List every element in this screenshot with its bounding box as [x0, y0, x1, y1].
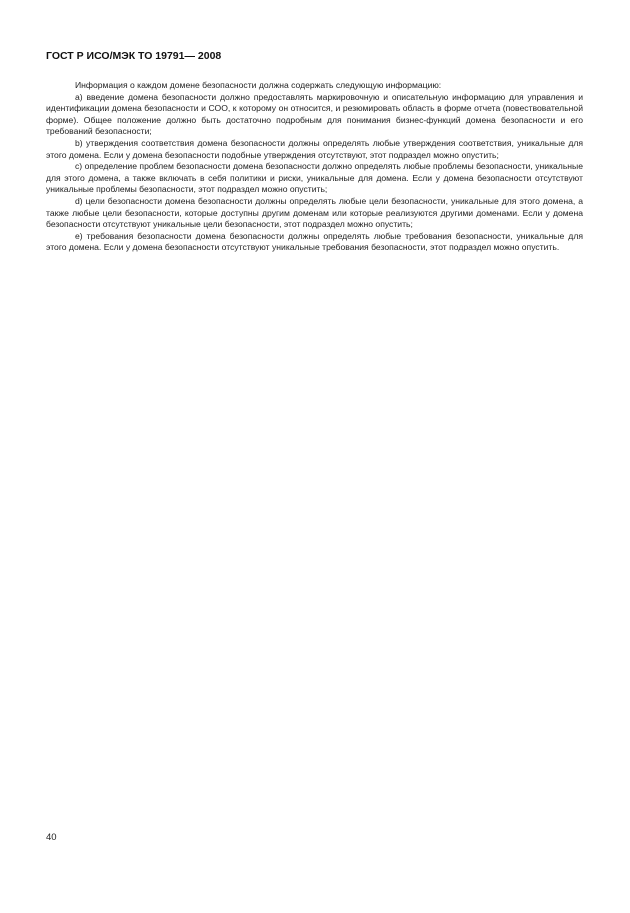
- page-header-title: ГОСТ Р ИСО/МЭК ТО 19791— 2008: [46, 50, 222, 62]
- item-c-paragraph: c) определение проблем безопасности домена безопасности должно определять любые проблемы безопасности, уникальные для этого домена, а также включать в себя политики и риски, уникальные для домена. Если у домена безопасности отсутствуют уникальные проблемы безопасности, этот подраздел можно опустить;: [46, 161, 583, 195]
- item-a-paragraph: а) введение домена безопасности должно предоставлять маркировочную и описательную информацию для управления и идентификации домена безопасности и СОО, к которому он относится, и резюмировать область в форме отчета (повествовательной форме). Общее положение должно быть достаточно подробным для понимания бизнес-функций домена безопасности и его требований безопасности;: [46, 91, 583, 137]
- item-d-paragraph: d) цели безопасности домена безопасности должны определять любые цели безопасности, уникальные для этого домена, а также любые цели безопасности, которые доступны другим доменам или которые реализуются другими доменами. Если у домена безопасности отсутствуют уникальные цели безопасности, этот подраздел можно опустить;: [46, 195, 583, 230]
- intro-paragraph: Информация о каждом домене безопасности должна содержать следующую информацию:: [75, 80, 442, 90]
- page-number: 40: [46, 832, 57, 843]
- item-e-paragraph: е) требования безопасности домена безопасности должны определять любые требования безопасности, уникальные для этого домена. Если у домена безопасности отсутствуют уникальные требования безопасности, этот подраздел можно опустить.: [46, 230, 583, 253]
- item-b-paragraph: b) утверждения соответствия домена безопасности должны определять любые утверждения соответствия, уникальные для этого домена. Если у домена безопасности подобные утверждения отсутствуют, этот подраздел можно опустить;: [46, 137, 583, 160]
- document-body: [46, 80, 583, 254]
